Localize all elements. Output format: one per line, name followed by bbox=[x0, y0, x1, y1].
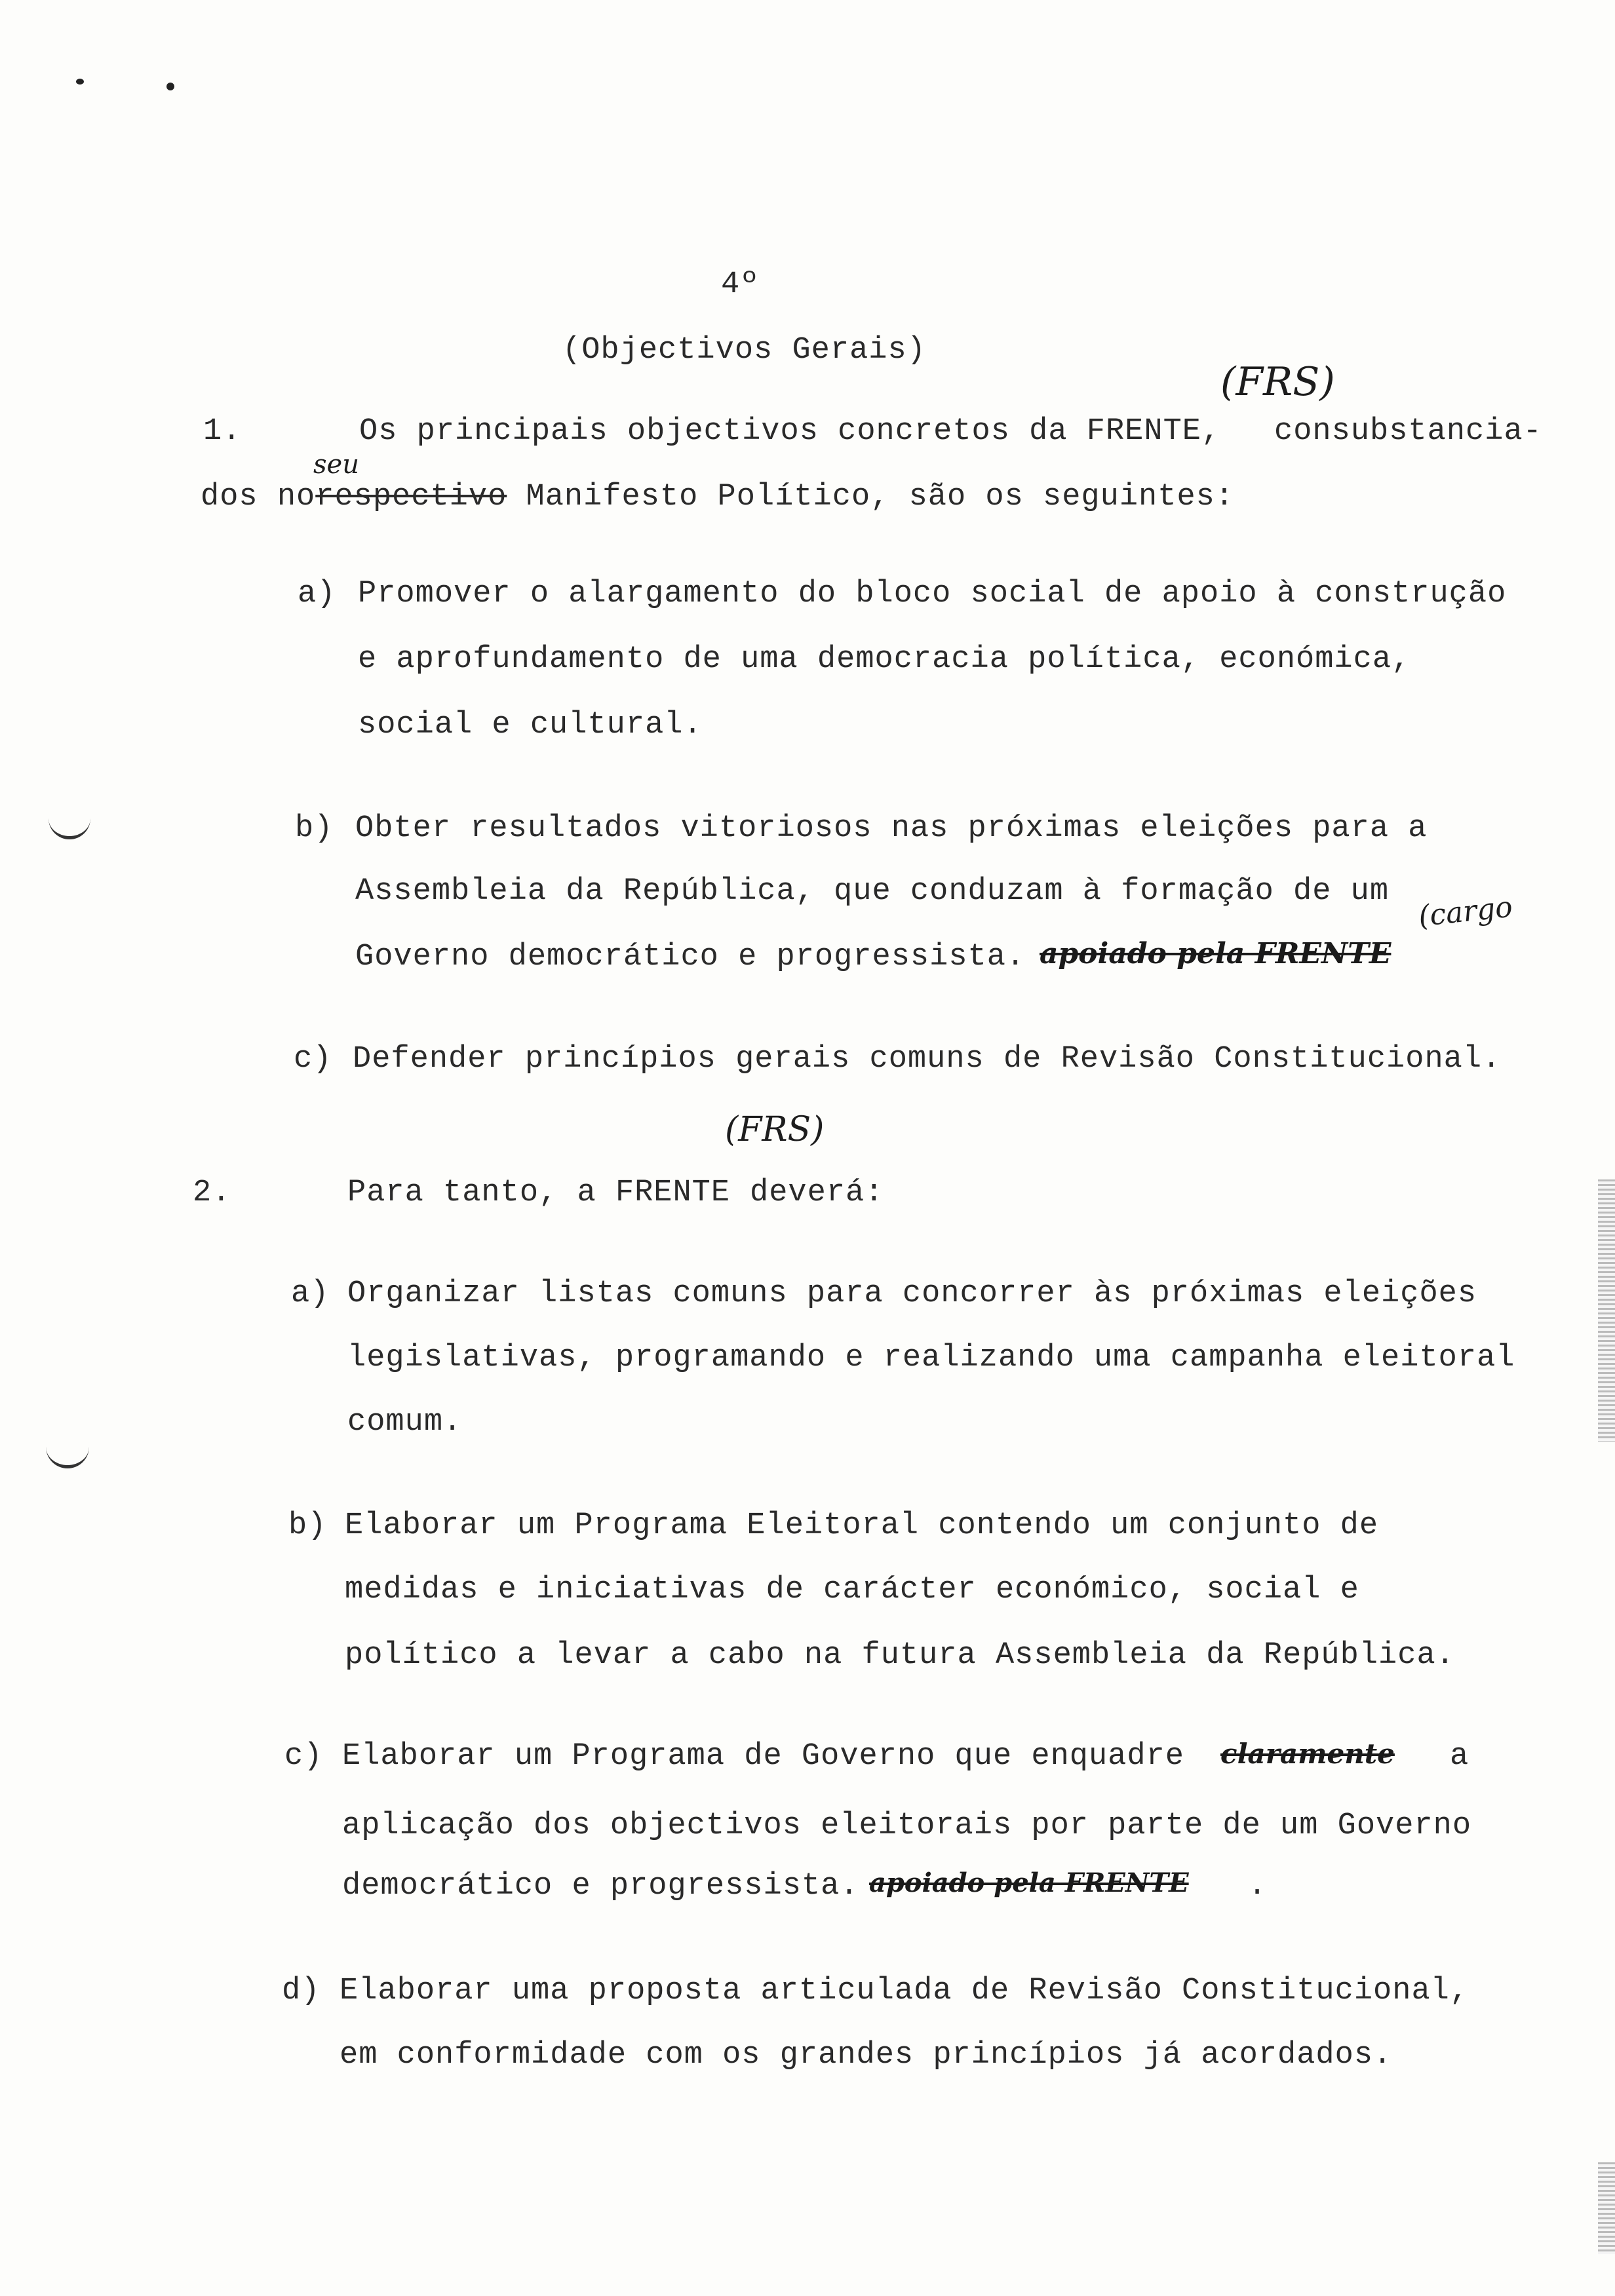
struck-handwriting: apoiado pela FRENTE bbox=[1040, 937, 1391, 970]
handwritten-annotation: (FRS) bbox=[725, 1110, 825, 1149]
item-text: comum. bbox=[347, 1405, 463, 1440]
item-text: Elaborar um Programa Eleitoral contendo um conjunto de bbox=[345, 1508, 1379, 1543]
binder-hole-mark bbox=[49, 813, 90, 839]
item-text: Governo democrático e progressista. bbox=[355, 940, 1026, 974]
item-text: aplicação dos objectivos eleitorais por parte de um Governo bbox=[342, 1808, 1472, 1843]
item-text: democrático e progressista. bbox=[342, 1869, 859, 1904]
item-label: c) bbox=[284, 1739, 323, 1774]
ink-speck bbox=[76, 79, 84, 85]
item-text: em conformidade com os grandes princípios já acordados. bbox=[340, 2038, 1393, 2073]
handwritten-annotation: (FRS) bbox=[1220, 359, 1335, 405]
item-label: a) bbox=[298, 577, 336, 611]
item-text: Defender princípios gerais comuns de Revisão Constitucional. bbox=[353, 1042, 1502, 1077]
paragraph-text: deverá: bbox=[750, 1176, 884, 1210]
handwritten-annotation: (cargo bbox=[1416, 890, 1515, 934]
item-label: a) bbox=[291, 1276, 330, 1311]
item-text: legislativas, programando e realizando uma campanha eleitoral bbox=[347, 1341, 1515, 1375]
paragraph-number: 1. bbox=[203, 414, 242, 449]
handwritten-annotation: seu bbox=[313, 450, 359, 480]
section-title: (Objectivos Gerais) bbox=[562, 333, 926, 368]
item-text: Elaborar uma proposta articulada de Revisão Constitucional, bbox=[340, 1974, 1469, 2008]
item-text: . bbox=[1248, 1869, 1268, 1904]
item-text: Elaborar um Programa de Governo que enquadre bbox=[342, 1739, 1185, 1774]
item-text: Organizar listas comuns para concorrer às próximas eleições bbox=[347, 1276, 1477, 1311]
paragraph-text: dos norespectivo Manifesto Político, são os seguintes: bbox=[201, 480, 1235, 514]
item-text: Obter resultados vitoriosos nas próximas eleições para a bbox=[355, 811, 1428, 846]
item-text: a bbox=[1450, 1739, 1469, 1774]
page-edge-shadow bbox=[1598, 2162, 1615, 2254]
paragraph-text: consubstancia- bbox=[1274, 414, 1542, 449]
item-label: b) bbox=[288, 1508, 327, 1543]
struck-handwriting: apoiado pela FRENTE bbox=[869, 1867, 1189, 1898]
ink-speck bbox=[166, 83, 174, 90]
item-label: b) bbox=[295, 811, 334, 846]
item-label: d) bbox=[282, 1974, 321, 2008]
item-text: e aprofundamento de uma democracia política, económica, bbox=[358, 642, 1411, 677]
paragraph-number: 2. bbox=[193, 1176, 231, 1210]
struck-word: respectivo bbox=[315, 480, 507, 514]
paragraph-text: Os principais objectivos concretos da FRENTE, bbox=[359, 414, 1221, 449]
item-text: Assembleia da República, que conduzam à formação de um bbox=[355, 874, 1390, 909]
page-number: 4º bbox=[721, 267, 760, 302]
item-label: c) bbox=[294, 1042, 332, 1077]
item-text: político a levar a cabo na futura Assembleia da República. bbox=[345, 1638, 1455, 1673]
item-text: social e cultural. bbox=[358, 708, 703, 742]
item-text: medidas e iniciativas de carácter económico, social e bbox=[345, 1573, 1359, 1607]
struck-handwriting: claramente bbox=[1220, 1738, 1395, 1770]
page-edge-shadow bbox=[1598, 1179, 1615, 1442]
binder-hole-mark bbox=[46, 1439, 89, 1468]
paragraph-text: Para tanto, a FRENTE bbox=[347, 1176, 731, 1210]
item-text: Promover o alargamento do bloco social de apoio à construção bbox=[358, 577, 1507, 611]
